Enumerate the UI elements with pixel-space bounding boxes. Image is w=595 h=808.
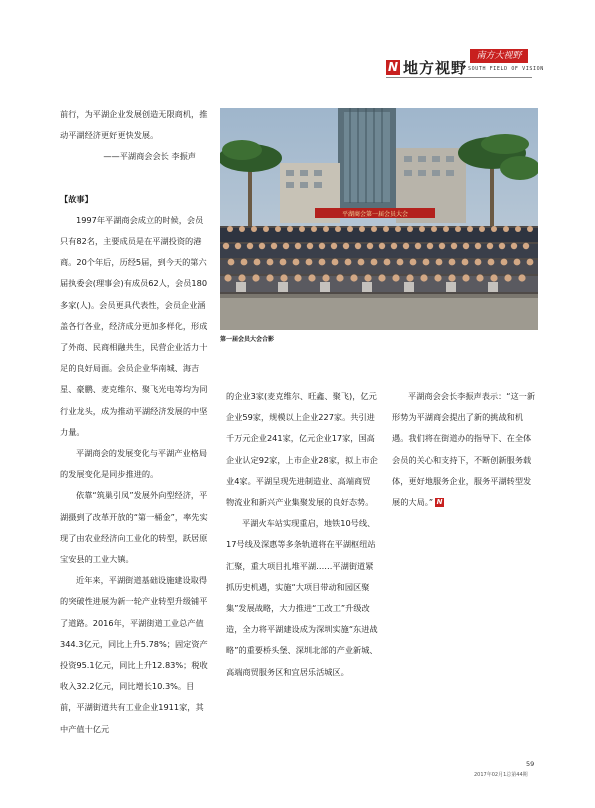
paragraph: 1997年平湖商会成立的时候，会员只有82名，主要成员是在平湖投资的港商。20个年后，历经5届，到今天的第六届执委会(理事会)有成员62人，会员180多家(人)。会员更具代表性，会员企业涵盖各行各业，经济成分更加多样化，形成了外商、民商相融共生，民营企业活力十足的良好局面。会员企业华南城、海吉星、豪鹏、麦克维尔、聚飞光电等均为同行业龙头，成为推动平湖经济发展的中坚力量。 bbox=[60, 214, 208, 437]
quote-text: 前行，为平湖企业发展创造无限商机，推动平湖经济更好更快发展。 bbox=[60, 109, 208, 141]
publication-title: 南方大视野 bbox=[470, 49, 528, 63]
page-number: 59 bbox=[526, 760, 535, 768]
publication-subtitle: SOUTH FIELD OF VISION bbox=[468, 66, 544, 72]
section-title: 地方视野 bbox=[403, 59, 468, 77]
paragraph bbox=[392, 386, 538, 513]
paragraph: 的企业3家(麦克维尔、旺鑫、聚飞)，亿元企业59家，规模以上企业227家。共引进千万元企业241家，亿元企业17家，国高企业认定92家，上市企业28家，拟上市企业4家。平湖呈现先进制造业、高端商贸物流业和新兴产业集聚发展的良好态势。 bbox=[226, 391, 378, 508]
header-divider bbox=[386, 77, 532, 78]
magazine-logo-icon: N bbox=[387, 60, 399, 74]
quote-signature: ——平湖商会会长 李振声 bbox=[103, 151, 196, 162]
banner-text: 平湖商会第一届会员大会 bbox=[341, 211, 409, 218]
end-mark-icon: N bbox=[436, 498, 443, 507]
paragraph: 平湖商会的发展变化与平湖产业格局的发展变化是同步推进的。 bbox=[60, 448, 208, 480]
paragraph: 平湖火车站实现重启，地铁10号线、17号线及深惠等多条轨道将在平湖枢纽站汇聚，重大项目扎堆平湖……平湖街道紧抓历史机遇，实施“大项目带动和园区聚集”发展战略，大力推进“工改工”升级改造，全力将平湖建设成为深圳实施“东进战略”的重要桥头堡、深圳北部的产业新城、高端商贸服务区和宜居乐活城区。 bbox=[226, 518, 378, 677]
story-label: 【故事】 bbox=[60, 193, 93, 204]
photo-caption: 第一届会员大会合影 bbox=[220, 336, 275, 343]
paragraph: 依靠“筑巢引凤”发展外向型经济，平湖摄到了改革开放的“第一桶金”，率先实现了由农业经济向工业化的转型，跃居原宝安县的工业大镇。 bbox=[60, 490, 208, 565]
paragraph: 近年来，平湖街道基础设施建设取得的突破性进展为新一轮产业转型升级铺平了道路。2016年，平湖街道工业总产值344.3亿元，同比上升5.78%；固定资产投资95.1亿元，同比上升12.83%；税收收入32.2亿元，同比增长10.3%。目前，平湖街道共有工业企业1911家，其中产值十亿元 bbox=[60, 575, 208, 734]
group-photo bbox=[220, 108, 538, 330]
issue-info: 2017年02月1总第44期 bbox=[474, 772, 528, 778]
left-column bbox=[60, 104, 210, 740]
closing-quote: 平湖商会会长李振声表示：“这一新形势为平湖商会提出了新的挑战和机遇。我们将在街道办的指导下、在全体会员的关心和支持下，不断创新服务载体，更好地服务企业，服务平湖转型发展的大局。” bbox=[392, 391, 536, 508]
right-column bbox=[392, 386, 538, 513]
middle-column bbox=[226, 386, 378, 683]
